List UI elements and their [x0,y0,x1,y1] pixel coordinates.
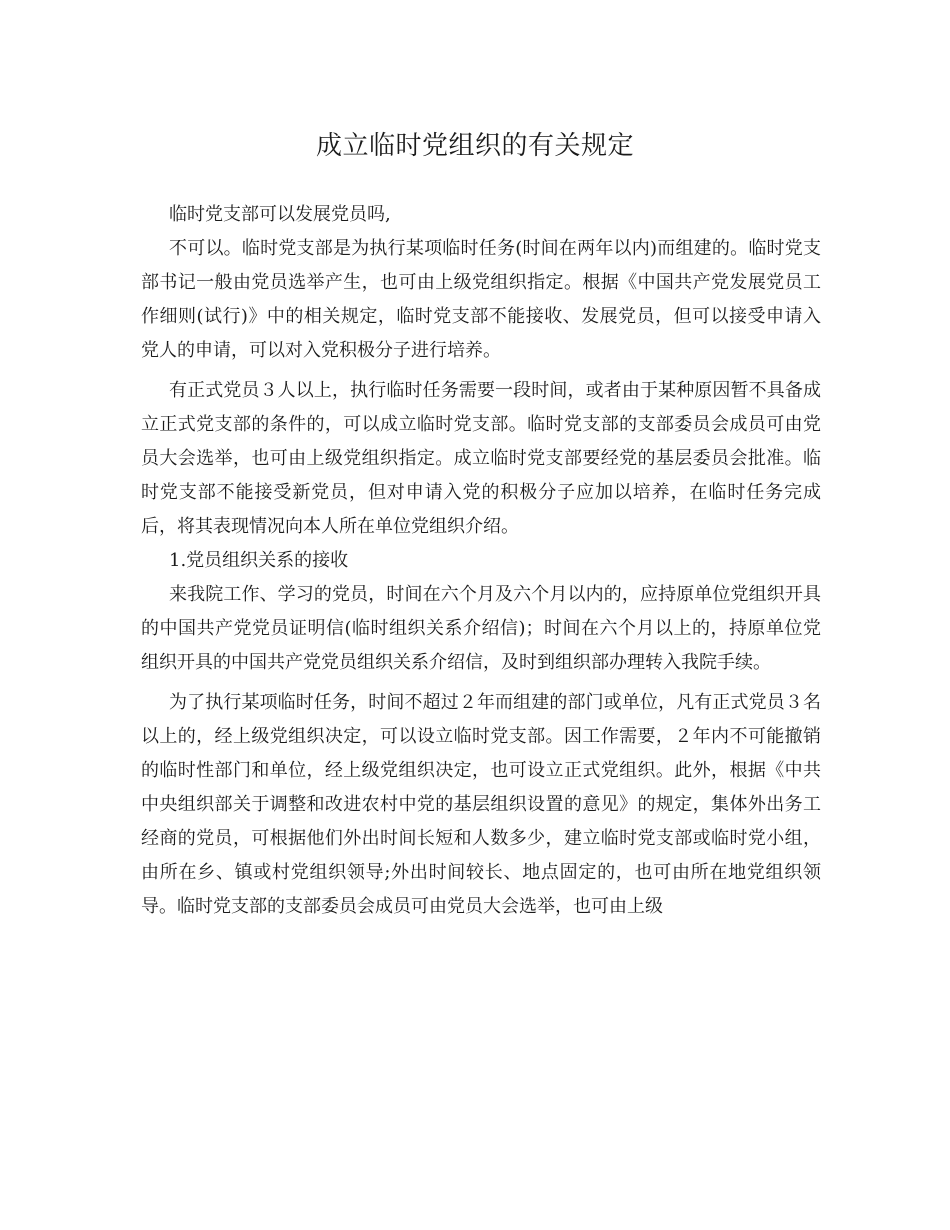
document-title: 成立临时党组织的有关规定 [315,131,634,161]
paragraph-establishment: 为了执行某项临时任务，时间不超过２年而组建的部门或单位，凡有正式党员３名以上的，经上级党组织决定，可以设立临时党支部。因工作需要，２年内不可能撤销的临时性部门和单位，经上级党组织决定，也可设立正式党组织。此外，根据《中共中央组织部关于调整和改进农村中党的基层组织设置的意见》的规定，集体外出务工经商的党员，可根据他们外出时间长短和人数多少，建立临时党支部或临时党小组，由所在乡、镇或村党组织领导;外出时间较长、地点固定的，也可由所在地党组织领导。临时党支部的支部委员会成员可由党员大会选举，也可由上级 [141,692,821,917]
paragraph-question: 临时党支部可以发展党员吗, [169,204,391,225]
paragraph-transfer: 来我院工作、学习的党员，时间在六个月及六个月以内的，应持原单位党组织开具的中国共产党党员证明信(临时组织关系介绍信)；时间在六个月以上的，持原单位党组织开具的中国共产党党员组织关系介绍信，及时到组织部办理转入我院手续。 [141,584,821,673]
document-body [141,198,821,924]
paragraph-conditions: 有正式党员３人以上，执行临时任务需要一段时间，或者由于某种原因暂不具备成立正式党支部的条件的，可以成立临时党支部。临时党支部的支部委员会成员可由党员大会选举，也可由上级党组织指定。成立临时党支部要经党的基层委员会批准。临时党支部不能接受新党员，但对申请入党的积极分子应加以培养，在临时任务完成后，将其表现情况向本人所在单位党组织介绍。 [141,380,821,537]
paragraph-answer: 不可以。临时党支部是为执行某项临时任务(时间在两年以内)而组建的。临时党支部书记一般由党员选举产生，也可由上级党组织指定。根据《中国共产党发展党员工作细则(试行)》中的相关规定，临时党支部不能接收、发展党员，但可以接受申请入党人的申请，可以对入党积极分子进行培养。 [141,238,821,361]
section-heading: 1.党员组织关系的接收 [169,550,349,571]
